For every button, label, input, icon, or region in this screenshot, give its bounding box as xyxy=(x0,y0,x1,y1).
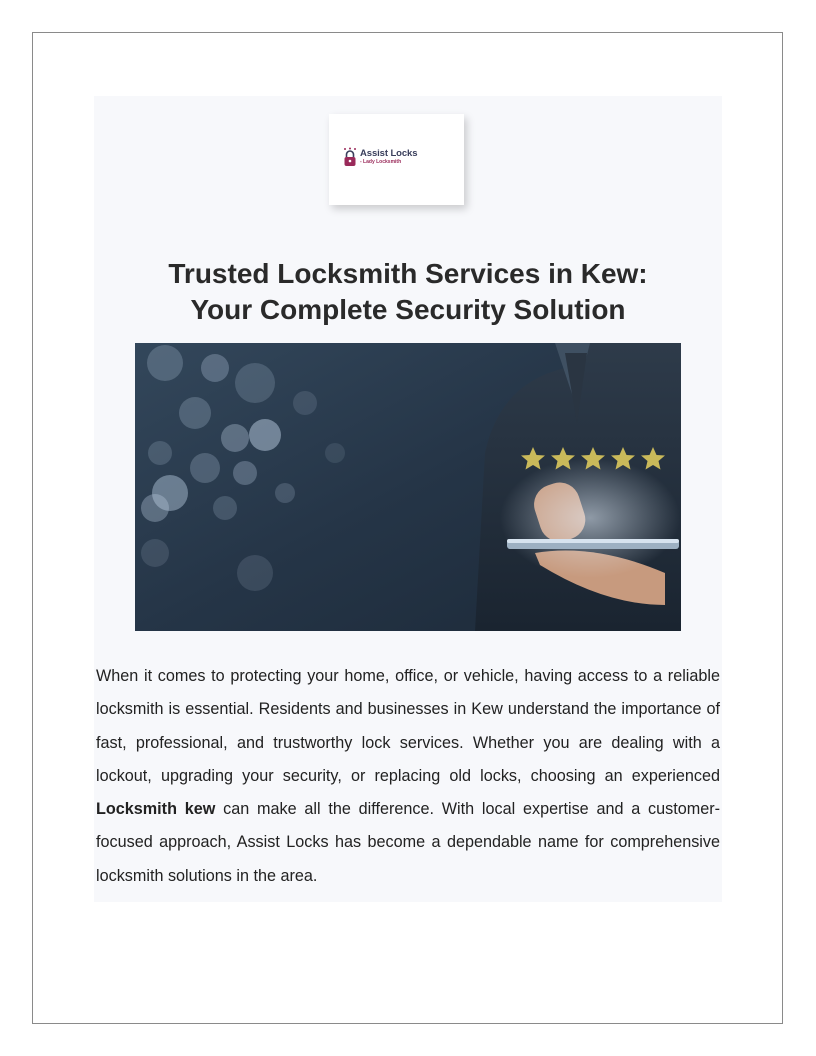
padlock-logo-icon xyxy=(343,147,357,169)
logo-title: Assist Locks xyxy=(360,148,418,159)
hero-image xyxy=(135,343,681,631)
title-line-1: Trusted Locksmith Services in Kew: xyxy=(168,258,648,289)
body-paragraph xyxy=(96,660,720,893)
body-text-part-2: can make all the difference. With local expertise and a customer-focused approach, Assist Locks has become a dependable name for comprehensive locksmith solutions in the area. xyxy=(96,800,720,885)
logo-subtitle: - Lady Locksmith xyxy=(360,159,402,165)
page-title xyxy=(94,256,722,328)
locksmith-kew-link: Locksmith kew xyxy=(96,800,216,819)
title-line-2: Your Complete Security Solution xyxy=(190,294,626,325)
body-text-part-1: When it comes to protecting your home, office, or vehicle, having access to a reliable locksmith is essential. Residents and businesses in Kew understand the importance of fast, professional, and trustworthy lock services. Whether you are dealing with a lockout, upgrading your security, or replacing old locks, choosing an experienced xyxy=(96,667,720,785)
logo-card xyxy=(329,114,464,205)
